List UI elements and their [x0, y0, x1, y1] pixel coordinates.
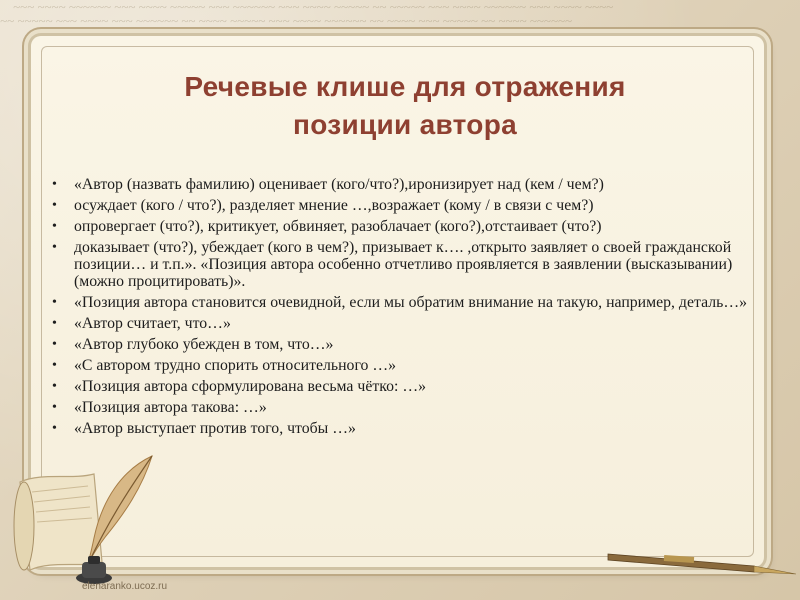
title-line-1: Речевые клише для отражения [184, 71, 626, 102]
list-item [52, 176, 757, 193]
bullet-icon: • [52, 358, 57, 373]
slide-title [60, 68, 750, 144]
list-item [52, 197, 757, 214]
list-item-text: «Автор глубоко убежден в том, что…» [74, 336, 334, 353]
list-item [52, 315, 757, 332]
list-item-text: «Позиция автора такова: …» [74, 399, 267, 416]
list-item-text: «Автор выступает против того, чтобы …» [74, 420, 356, 437]
bullet-icon: • [52, 400, 57, 415]
title-line-2: позиции автора [293, 109, 517, 140]
scroll-icon [14, 474, 102, 570]
list-item-text: осуждает (кого / что?), разделяет мнение …,возражает (кому / в связи с чем?) [74, 197, 594, 214]
bullet-icon: • [52, 219, 57, 234]
list-item-text: «Автор (назвать фамилию) оценивает (кого/что?),иронизирует над (кем / чем?) [74, 176, 604, 193]
bullet-icon: • [52, 379, 57, 394]
handwriting-decoration: ~~~ ~~~~ ~~~~~~ ~~~ ~~~~ ~~~~~ ~~~ ~~~~~~ ~~~ ~~~~ ~~~~~ ~~ ~~~~~ ~~~ ~~~~ ~~~~~~ ~~~ ~~~~ ~~~~ ~~ ~~~~~ ~~~ ~~~~ ~~~ ~~~~~~ ~~ ~~~~ ~~~~~ ~~~ ~~~~ ~~~~~~ ~~ ~~~~ ~~~ ~~~~~ ~~ ~~~~ ~~~~~~ [0, 0, 614, 28]
feather-quill-icon [2, 452, 162, 592]
list-item-text: «С автором трудно спорить относительного …» [74, 357, 397, 374]
bullet-icon: • [52, 198, 57, 213]
list-item-text: доказывает (что?), убеждает (кого в чем?), призывает к…. ,открыто заявляет о своей гражданской позиции… и т.п.». «Позиция автора особенно отчетливо проявляется в заявлении (высказывании) (можно процитировать)». [74, 239, 733, 290]
list-item [52, 420, 757, 437]
list-item [52, 239, 757, 290]
bullet-icon: • [52, 421, 57, 436]
bullet-icon: • [52, 295, 57, 310]
list-item-text: опровергает (что?), критикует, обвиняет, разоблачает (кого?),отстаивает (что?) [74, 218, 602, 235]
bullet-icon: • [52, 316, 57, 331]
phrase-list [52, 176, 757, 441]
list-item [52, 378, 757, 395]
bullet-icon: • [52, 177, 57, 192]
bullet-icon: • [52, 337, 57, 352]
list-item [52, 336, 757, 353]
site-footer: elenaranko.ucoz.ru [82, 581, 168, 592]
bullet-icon: • [52, 240, 57, 255]
fountain-pen-icon [604, 540, 800, 580]
list-item-text: «Позиция автора сформулирована весьма чётко: …» [74, 378, 427, 395]
list-item-text: «Автор считает, что…» [74, 315, 231, 332]
list-item [52, 218, 757, 235]
list-item [52, 399, 757, 416]
list-item-text: «Позиция автора становится очевидной, если мы обратим внимание на такую, например, деталь…» [74, 294, 748, 311]
list-item [52, 294, 757, 311]
list-item [52, 357, 757, 374]
